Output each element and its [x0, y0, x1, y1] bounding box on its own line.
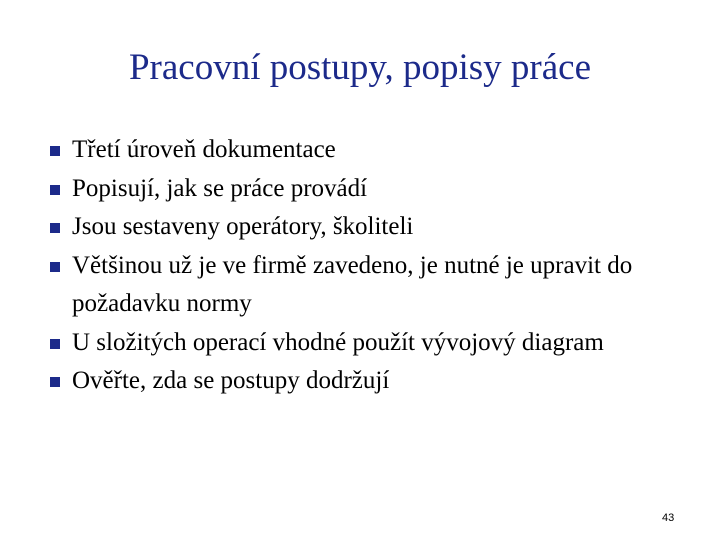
square-bullet-icon — [50, 377, 60, 387]
bullet-text: Jsou sestaveny operátory, školiteli — [72, 213, 414, 240]
bullet-item — [44, 324, 664, 363]
bullet-item — [44, 131, 664, 170]
bullet-text: Většinou už je ve firmě zavedeno, je nutné je upravit do požadavku normy — [72, 251, 633, 317]
page-number: 43 — [662, 512, 675, 524]
square-bullet-icon — [50, 339, 60, 349]
bullet-item — [44, 362, 664, 401]
square-bullet-icon — [50, 146, 60, 156]
bullet-text: Popisují, jak se práce provádí — [72, 174, 368, 202]
square-bullet-icon — [50, 262, 60, 272]
bullet-text: U složitých operací vhodné použít vývojový diagram — [72, 328, 604, 356]
slide-title: Pracovní postupy, popisy práce — [128, 47, 592, 88]
bullet-item — [44, 208, 664, 247]
square-bullet-icon — [50, 185, 60, 195]
bullet-item — [44, 247, 664, 324]
bullet-text: Třetí úroveň dokumentace — [72, 136, 336, 163]
bullet-text: Ověřte, zda se postupy dodržují — [72, 367, 390, 394]
square-bullet-icon — [50, 223, 60, 233]
bullet-item — [44, 170, 664, 209]
bullet-list — [44, 131, 664, 401]
